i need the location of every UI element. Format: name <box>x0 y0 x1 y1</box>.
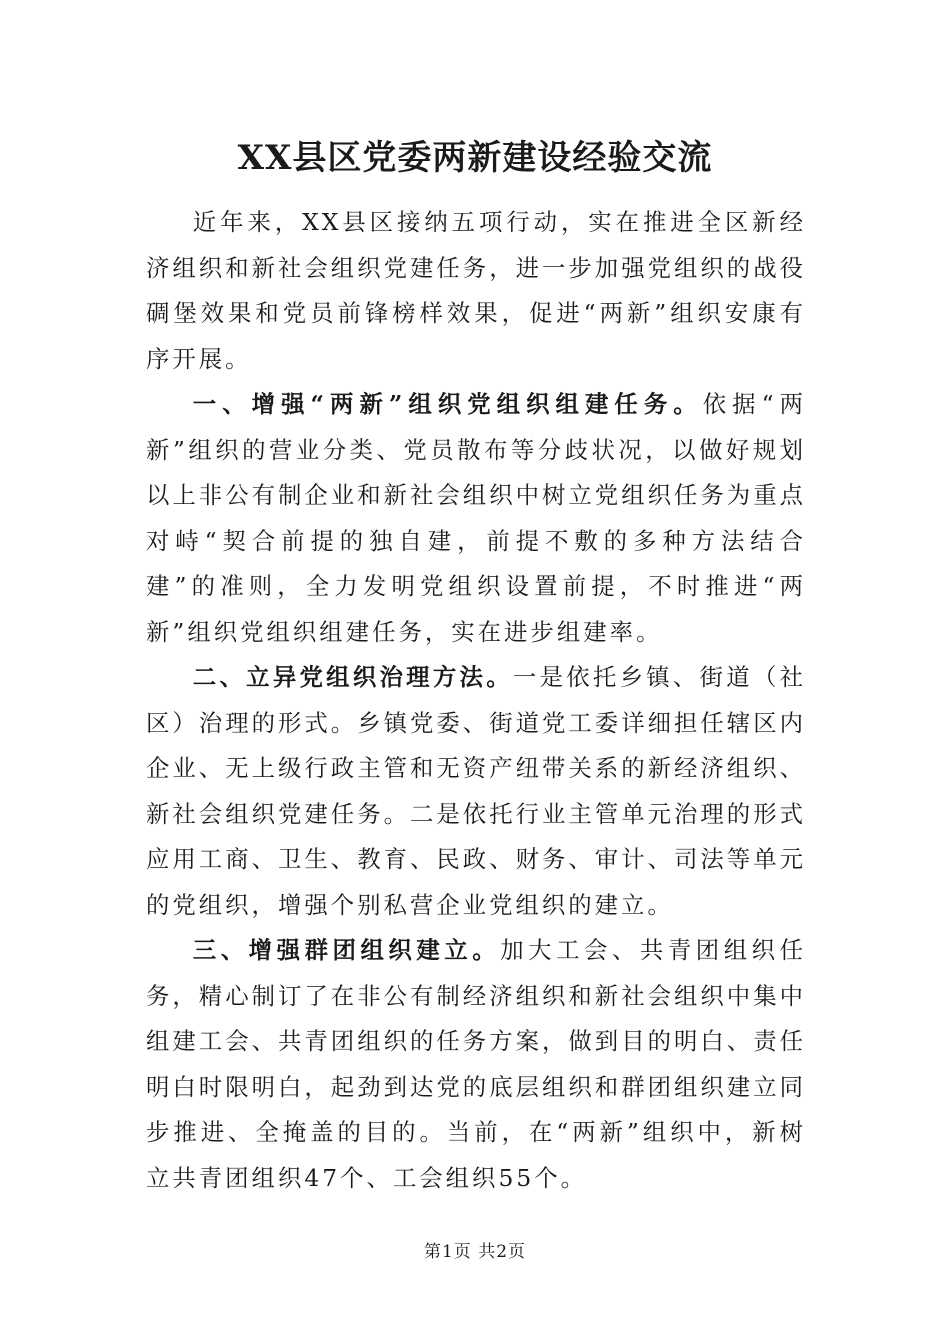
paragraph-intro <box>146 200 806 382</box>
section-1-heading: 一、增强“两新”组织党组织组建任务。 <box>192 390 703 418</box>
document-body <box>146 200 806 1201</box>
paragraph-section-3 <box>146 928 806 1201</box>
page-footer: 第1页 共2页 <box>423 1242 527 1262</box>
paragraph-section-1 <box>146 382 806 655</box>
section-2-heading: 二、立异党组织治理方法。 <box>192 663 513 691</box>
section-3-heading: 三、增强群团组织建立。 <box>192 936 501 964</box>
section-2-text: 一是依托乡镇、街道（社区）治理的形式。乡镇党委、街道党工委详细担任辖区内企业、无上级行政主管和无资产纽带关系的新经济组织、新社会组织党建任务。二是依托行业主管单元治理的形式应用工商、卫生、教育、民政、财务、审计、司法等单元的党组织，增强个别私营企业党组织的建立。 <box>146 663 807 919</box>
document-title: XX县区党委两新建设经验交流 <box>237 138 713 178</box>
paragraph-section-2 <box>146 655 806 928</box>
paragraph-intro-text: 近年来，XX县区接纳五项行动，实在推进全区新经济组织和新社会组织党建任务，进一步加强党组织的战役碉堡效果和党员前锋榜样效果，促进“两新”组织安康有序开展。 <box>146 208 806 373</box>
section-3-text: 加大工会、共青团组织任务，精心制订了在非公有制经济组织和新社会组织中集中组建工会、共青团组织的任务方案，做到目的明白、责任明白时限明白，起劲到达党的底层组织和群团组织建立同步推进、全掩盖的目的。当前，在“两新”组织中，新树立共青团组织47个、工会组织55个。 <box>146 936 807 1192</box>
section-1-text: 依据“两新”组织的营业分类、党员散布等分歧状况，以做好规划以上非公有制企业和新社会组织中树立党组织任务为重点对峙“契合前提的独自建，前提不敷的多种方法结合建”的准则，全力发明党组织设置前提，不时推进“两新”组织党组织组建任务，实在进步组建率。 <box>146 390 806 646</box>
